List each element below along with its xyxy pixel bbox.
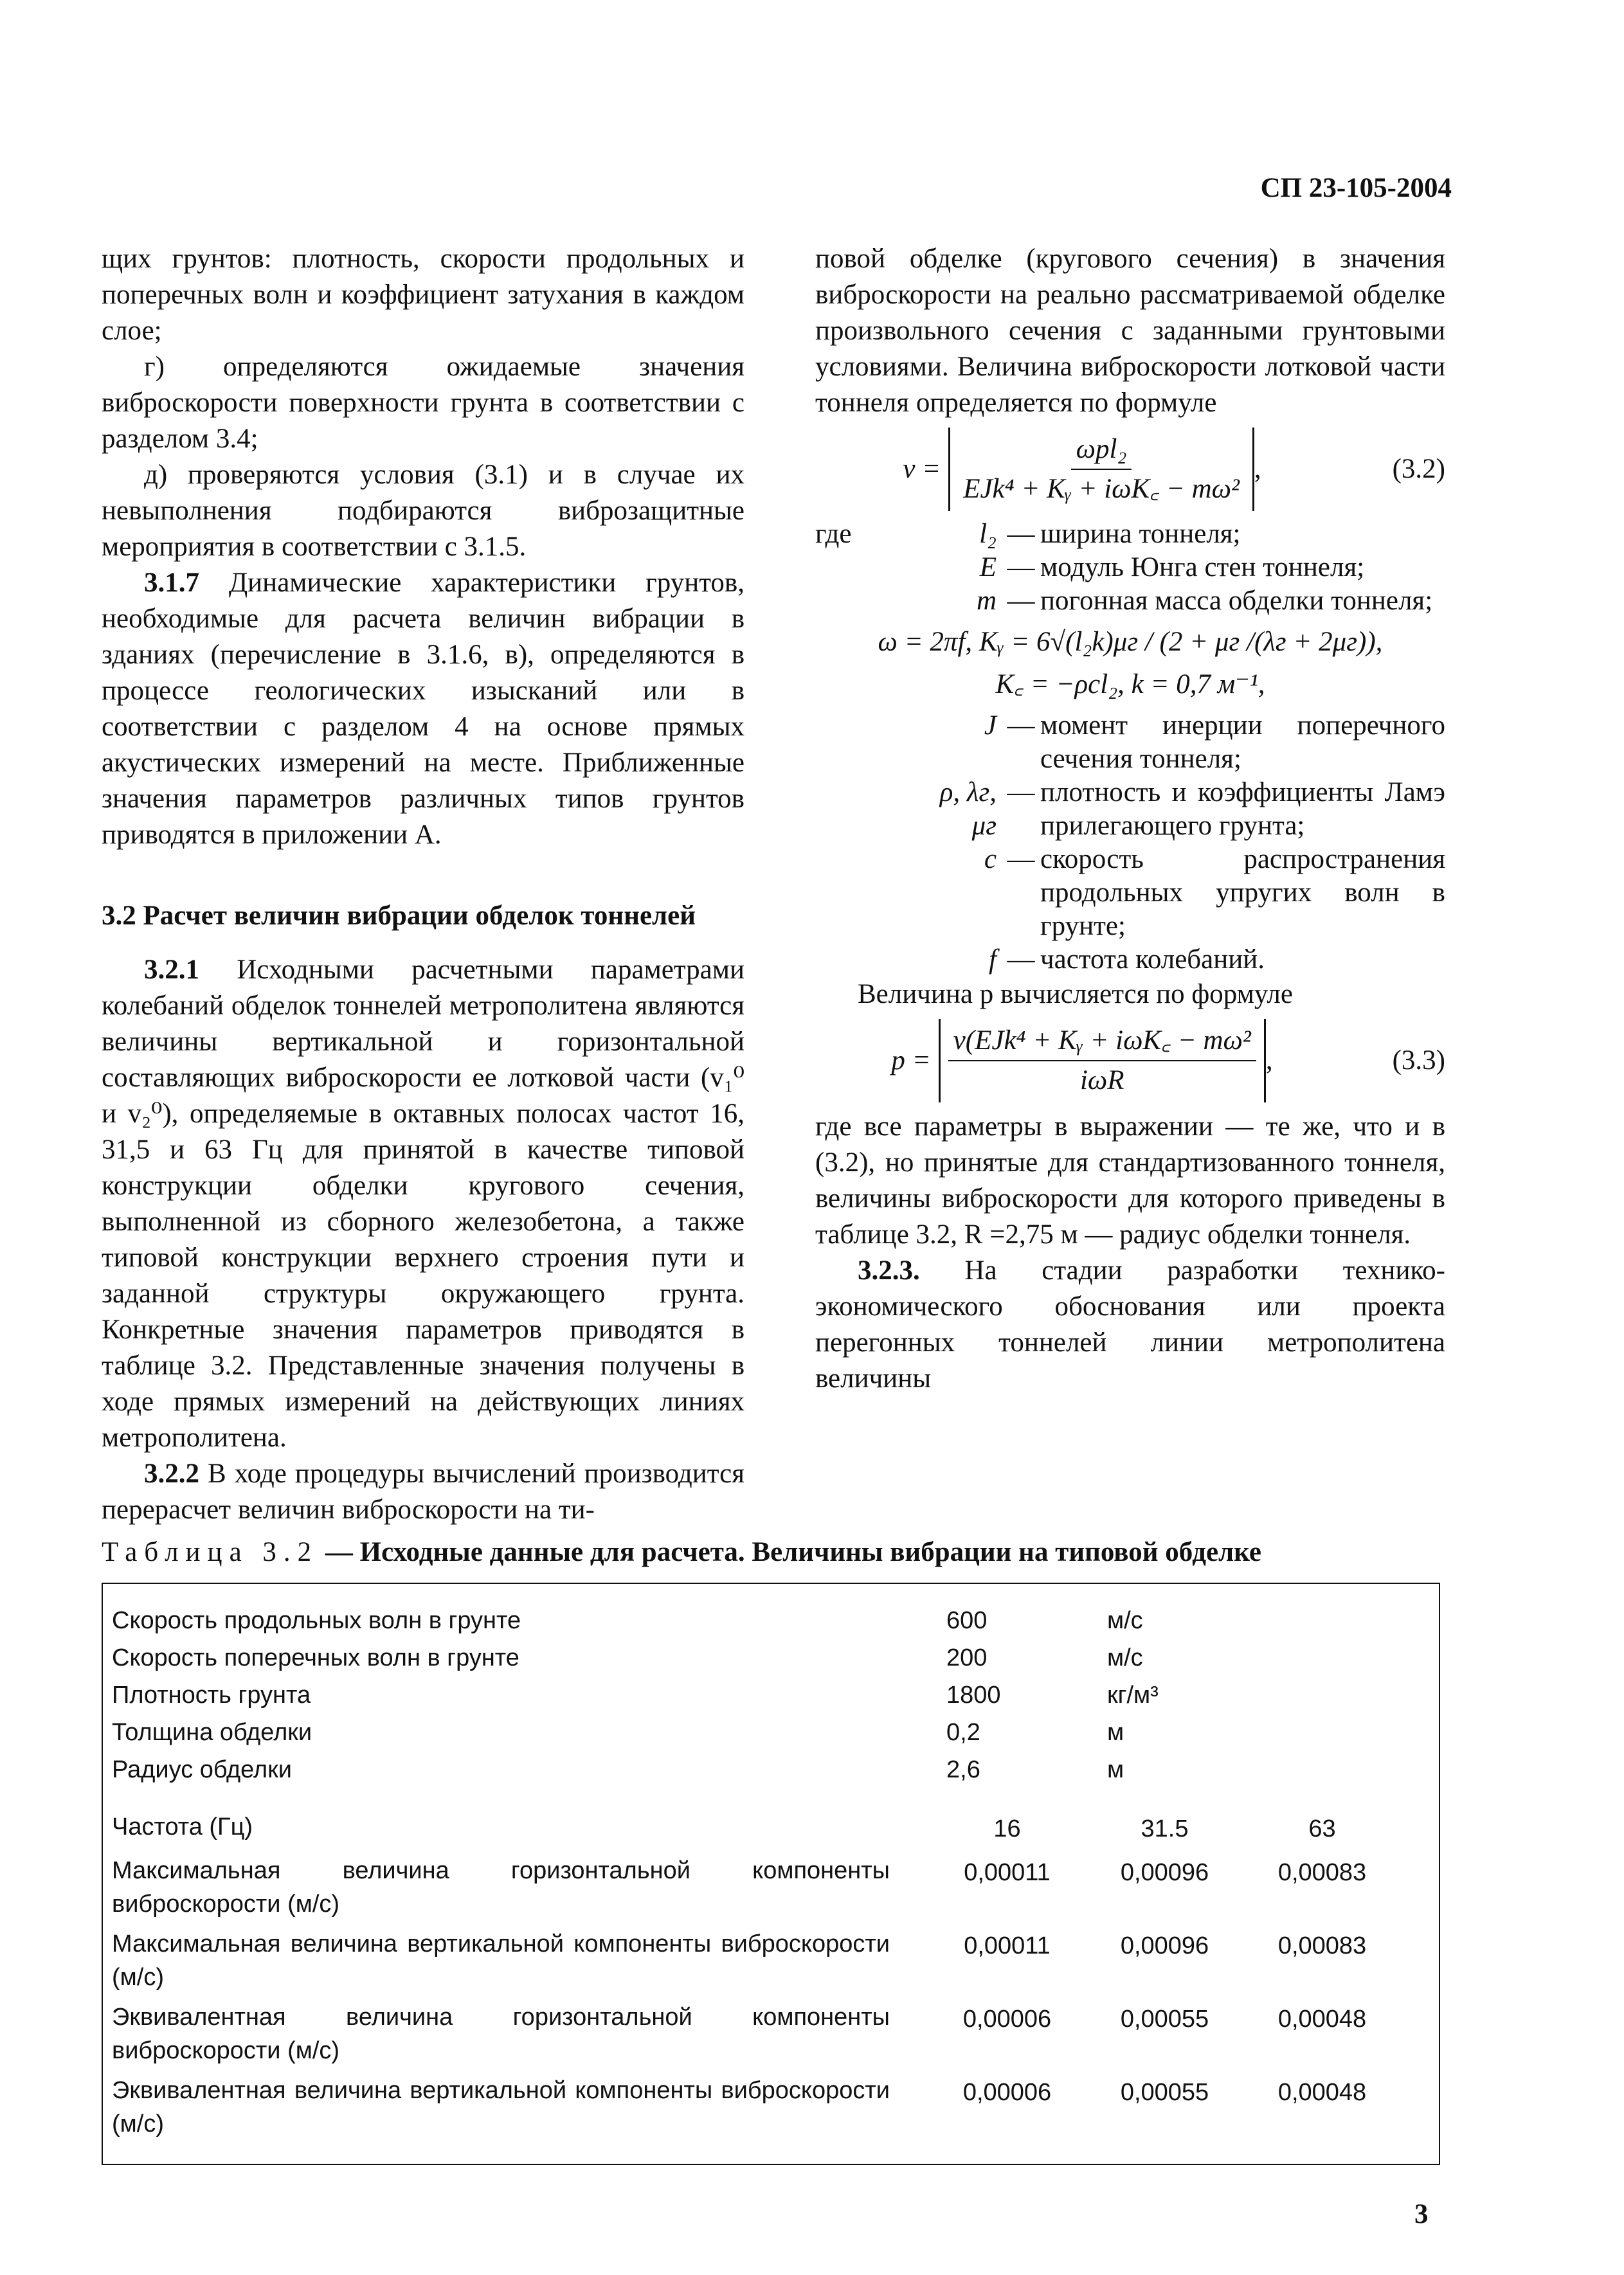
header-cell: 16 [993,1815,1021,1842]
table-row [103,1714,1439,1751]
definition-symbol: l₂ [979,519,997,549]
row-label: Эквивалентная величина горизонтальной компоненты виброскорости (м/с) [112,2004,890,2064]
definitions-indent [815,843,937,943]
param-unit: м [1107,1719,1124,1746]
paragraph-text: Исходными расчетными параметрами колебаний обделок тоннелей метрополитена являются величины вертикальной и горизонтальной составляющих виброскорости ее лотковой части (v₁⁰ и v₂⁰), определяемые в октавных полосах частот 16, 31,5 и 63 Гц для принятой в качестве типовой конструкции обделки кругового сечения, выполненной из сборного железобетона, а также типовой конструкции верхнего строения пути и заданной структуры окружающего грунта. Конкретные значения параметров приводятся в таблице 3.2. Представленные значения получены в ходе прямых измерений на действующих линиях метрополитена. [102,955,744,1453]
definition-symbol: E [979,552,997,582]
value-cell: 0,00083 [1277,1932,1367,1959]
param-value: 600 [946,1607,988,1634]
definition-dash: — [1007,519,1035,549]
paragraph: Величина p вычисляется по формуле [858,979,1293,1009]
table-header-row [103,1810,1439,1848]
abs-value-bars [939,1019,1266,1102]
definitions-indent [815,584,937,618]
table-row [103,1751,1439,1788]
paragraph: д) проверяются условия (3.1) и в случае их невыполнения подбираются виброзащитные мероприятия в соответствии с 3.1.5. [102,460,744,562]
fraction [958,431,1245,507]
definition-text: частота колебаний. [1040,944,1265,975]
value-cell: 0,00096 [1120,1859,1209,1886]
numerator: ωpl₂ [1071,431,1132,470]
param-value: 0,2 [946,1719,980,1746]
equation-omega-ky: ω = 2πf, Kᵧ = 6√(l₂k)μг / (2 + μг /(λг + 2μг)), [878,627,1383,657]
formula-3-3: p = $\frac{\text{v(EJk⁴ + Kᵧ + iωK꜀ − mω²}}{\text{iωR}}$ , (3.3) [815,1019,1445,1102]
param-label: Скорость продольных волн в грунте [112,1607,521,1634]
table-title: — Исходные данные для расчета. Величины вибрации на типовой обделке [318,1537,1261,1567]
definition-text: плотность и коэффициенты Ламэ прилегающего грунта; [1040,777,1445,841]
param-unit: м/с [1107,1607,1143,1634]
param-unit: м [1107,1756,1124,1783]
formula-number: (3.2) [1392,454,1445,484]
data-table [102,1583,1440,2165]
definition-text: скорость распространения продольных упругих волн в грунте; [1040,844,1445,941]
paragraph-text: В ходе процедуры вычислений производится перерасчет величин виброскорости на ти- [102,1459,744,1525]
table-label: Таблица 3.2 [102,1537,319,1567]
page-number: 3 [1414,2199,1429,2229]
param-unit: м/с [1107,1644,1143,1671]
definition-symbol: c [984,844,997,874]
denominator: iωR [1079,1065,1124,1095]
param-value: 200 [946,1644,988,1671]
values-block [103,1854,1439,2141]
param-value: 1800 [946,1682,1001,1709]
header-cell: 31.5 [1141,1815,1189,1842]
value-cell: 0,00048 [1277,2006,1367,2033]
param-label: Радиус обделки [112,1756,293,1783]
definition-text: ширина тоннеля; [1040,519,1241,549]
table-row [103,2074,1439,2141]
value-cell: 0,00006 [962,2006,1052,2033]
value-cell: 0,00096 [1120,1932,1209,1959]
definitions-list [815,709,1445,976]
definitions-indent [815,943,937,976]
formula-lhs: v = [903,454,941,484]
formula-number: (3.3) [1392,1045,1445,1075]
definition-dash: — [1007,777,1035,807]
paragraph: г) определяются ожидаемые значения виброскорости поверхности грунта в соответствии с разделом 3.4; [102,352,744,454]
definition-symbol: m [976,586,997,616]
definition-text: момент инерции поперечного сечения тоннеля; [1040,710,1445,774]
definitions-indent [815,709,937,776]
param-unit: кг/м³ [1107,1682,1159,1709]
paragraph-text: На стадии разработки технико-экономического обоснования или проекта перегонных тоннелей линии метрополитена величины [815,1255,1445,1394]
param-value: 2,6 [946,1756,980,1783]
definition-dash: — [1007,552,1035,582]
paragraph: повой обделке (кругового сечения) в значения виброскорости на реально рассматриваемой обделке произвольного сечения с заданными грунтовыми условиями. Величина виброскорости лотковой части тоннеля определяется по формуле [815,244,1445,418]
clause-number: 3.2.1 [144,955,199,985]
equation-kc: K꜀ = −ρcl₂, k = 0,7 м⁻¹, [995,669,1265,699]
definition-symbol: ρ, λг, μг [939,777,997,841]
formula-3-2: v = $\frac{\text{ωpl₂}}{\text{EJk⁴ + Kᵧ + iωK꜀ − mω²}}$ , (3.2) [815,427,1445,511]
value-cell: 0,00083 [1277,1859,1367,1886]
paragraph [815,1253,1445,1397]
document-code: СП 23-105-2004 [1260,173,1452,203]
right-column [815,241,1445,1397]
definition-dash: — [1007,944,1035,975]
header-cell: Частота (Гц) [112,1813,253,1840]
value-cell: 0,00006 [962,2079,1052,2106]
row-label: Максимальная величина горизонтальной компоненты виброскорости (м/с) [112,1857,890,1918]
paragraph [102,565,744,853]
definition-dash: — [1007,710,1035,741]
value-cell: 0,00055 [1120,2079,1209,2106]
left-column [102,241,744,1528]
table-row [103,1854,1439,1921]
abs-value-bars [948,427,1254,511]
table-row [103,1677,1439,1714]
definition-text: погонная масса обделки тоннеля; [1040,586,1433,616]
row-label: Эквивалентная величина вертикальной компоненты виброскорости (м/с) [112,2077,890,2137]
table-row [103,1639,1439,1677]
clause-number: 3.2.2 [144,1459,199,1489]
param-label: Плотность грунта [112,1682,311,1709]
definitions-indent [815,776,937,843]
paragraph [102,952,744,1456]
definition-symbol: J [984,710,997,741]
paragraph [102,1456,744,1528]
definitions-list [815,517,1445,618]
clause-number: 3.1.7 [144,568,199,598]
clause-number: 3.2.3. [858,1255,920,1286]
definition-symbol: f [989,944,997,975]
value-cell: 0,00048 [1277,2079,1367,2106]
definition-dash: — [1007,586,1035,616]
section-heading: 3.2 Расчет величин вибрации обделок тоннелей [102,901,696,931]
paragraph: где все параметры в выражении — те же, что и в (3.2), но принятые для стандартизованного тоннеля, величины виброскорости для которого приведены в таблице 3.2, R =2,75 м — радиус обделки тоннеля. [815,1111,1445,1250]
table-row [103,1602,1439,1639]
paragraph-text: Динамические характеристики грунтов, необходимые для расчета величин вибрации в зданиях (перечисление в 3.1.6, в), определяются в процессе геологических изысканий или в соответствии с разделом 4 на основе прямых акустических измерений на месте. Приближенные значения параметров различных типов грунтов приводятся в приложении А. [102,568,744,850]
definition-text: модуль Юнга стен тоннеля; [1040,552,1365,582]
paragraph: щих грунтов: плотность, скорости продольных и поперечных волн и коэффициент затухания в каждом слое; [102,244,744,346]
header-cell: 63 [1308,1815,1336,1842]
table-row [103,1927,1439,1994]
param-label: Толщина обделки [112,1719,312,1746]
denominator: EJk⁴ + Kᵧ + iωK꜀ − mω² [963,474,1240,504]
row-label: Максимальная величина вертикальной компоненты виброскорости (м/с) [112,1930,890,1991]
formula-lhs: p = [891,1045,931,1075]
value-cell: 0,00055 [1120,2006,1209,2033]
table-row [103,2001,1439,2067]
numerator: v(EJk⁴ + Kᵧ + iωK꜀ − mω² [948,1023,1256,1061]
definitions-indent: где [815,519,852,549]
value-cell: 0,00011 [964,1932,1051,1959]
definitions-indent [815,551,937,584]
value-cell: 0,00011 [964,1859,1051,1886]
param-label: Скорость поперечных волн в грунте [112,1644,519,1671]
definition-dash: — [1007,844,1035,874]
fraction [948,1023,1256,1099]
params-block [103,1584,1439,1788]
table-caption [102,1536,1529,1568]
